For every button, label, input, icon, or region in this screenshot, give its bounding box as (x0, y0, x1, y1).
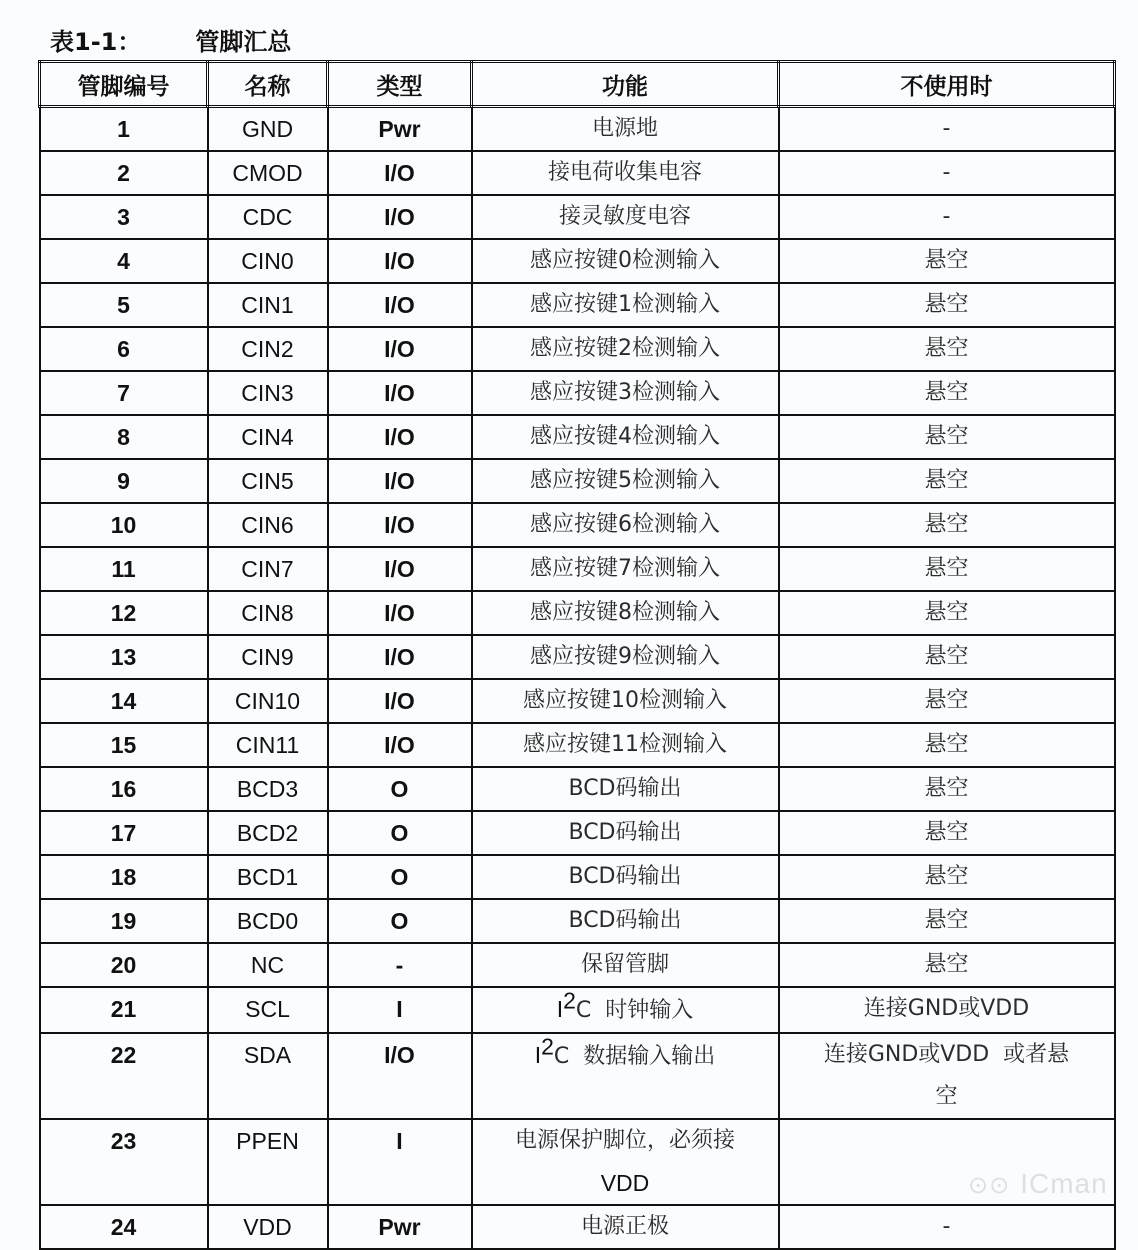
table-row (40, 899, 1115, 943)
pin-type-cell: I/O (328, 415, 472, 459)
pin-number-cell: 14 (40, 679, 208, 723)
function-superscript: 2 (541, 1033, 554, 1060)
pin-type-cell: O (328, 855, 472, 899)
pin-type-cell: I/O (328, 239, 472, 283)
pin-number-cell: 10 (40, 503, 208, 547)
function-text: 感应按键7检测输入 (530, 556, 720, 581)
unused-cell (779, 987, 1115, 1033)
watermark-text: ICman (1020, 1168, 1108, 1199)
pin-name-cell: CIN4 (208, 415, 328, 459)
table-row (40, 1119, 1115, 1205)
pin-name-cell: SDA (208, 1033, 328, 1119)
table-row (40, 767, 1115, 811)
pin-name-cell: VDD (208, 1205, 328, 1249)
pin-number-cell: 18 (40, 855, 208, 899)
pin-type-cell: I/O (328, 1033, 472, 1119)
function-suffix: C 时钟输入 (575, 998, 694, 1023)
function-text: 电源正极 (580, 1214, 669, 1239)
function-cell (472, 1033, 779, 1119)
unused-cell (779, 327, 1115, 371)
unused-cell (779, 943, 1115, 987)
unused-cell (779, 1205, 1115, 1249)
function-prefix: I (556, 996, 564, 1022)
pin-number-cell: 13 (40, 635, 208, 679)
unused-text: 悬空 (924, 336, 969, 361)
function-text: 感应按键11检测输入 (523, 732, 727, 757)
pin-type-cell: I/O (328, 503, 472, 547)
unused-cell (779, 591, 1115, 635)
table-row (40, 943, 1115, 987)
pin-type-cell: - (328, 943, 472, 987)
pin-type-cell: O (328, 811, 472, 855)
function-cell (472, 591, 779, 635)
pin-type-cell: I/O (328, 723, 472, 767)
header-pin-number: 管脚编号 (40, 62, 208, 107)
function-text: 感应按键10检测输入 (523, 688, 727, 713)
unused-text: 连接GND或VDD (863, 996, 1030, 1021)
function-text: BCD码输出 (568, 820, 682, 845)
table-row (40, 1205, 1115, 1249)
caption-title: 管脚汇总 (195, 28, 292, 56)
pin-number-cell: 19 (40, 899, 208, 943)
unused-text: 悬空 (924, 600, 969, 625)
pin-name-cell: CIN5 (208, 459, 328, 503)
header-type: 类型 (328, 62, 472, 107)
function-text: 感应按键5检测输入 (530, 468, 720, 493)
function-cell (472, 899, 779, 943)
unused-cell (779, 1033, 1115, 1119)
pin-number-cell: 22 (40, 1033, 208, 1119)
pin-number-cell: 9 (40, 459, 208, 503)
unused-cell (779, 371, 1115, 415)
function-cell (472, 239, 779, 283)
pin-name-cell: CIN2 (208, 327, 328, 371)
table-row (40, 679, 1115, 723)
unused-text: 悬空 (924, 512, 969, 537)
table-row (40, 371, 1115, 415)
unused-text: 悬空 (924, 952, 969, 977)
unused-text: 悬空 (924, 292, 969, 317)
function-cell (472, 371, 779, 415)
table-row (40, 107, 1115, 152)
unused-line-1: 连接GND或VDD 或者悬 (823, 1042, 1070, 1067)
pin-type-cell: I/O (328, 459, 472, 503)
pin-number-cell: 16 (40, 767, 208, 811)
pin-type-cell: O (328, 899, 472, 943)
function-text: BCD码输出 (568, 864, 682, 889)
unused-cell (779, 635, 1115, 679)
function-text: 感应按键8检测输入 (530, 600, 720, 625)
function-text: 感应按键4检测输入 (530, 424, 720, 449)
pin-number-cell: 3 (40, 195, 208, 239)
pin-type-cell: I/O (328, 371, 472, 415)
function-text: 保留管脚 (580, 952, 669, 977)
unused-cell (779, 767, 1115, 811)
function-cell (472, 987, 779, 1033)
pin-name-cell: CIN1 (208, 283, 328, 327)
pin-summary-table (38, 60, 1116, 1250)
function-cell (472, 855, 779, 899)
table-row (40, 635, 1115, 679)
unused-cell (779, 415, 1115, 459)
pin-name-cell: CIN6 (208, 503, 328, 547)
function-text: 感应按键9检测输入 (530, 644, 720, 669)
pin-name-cell: CIN8 (208, 591, 328, 635)
table-row (40, 855, 1115, 899)
pin-number-cell: 8 (40, 415, 208, 459)
unused-text: 悬空 (924, 864, 969, 889)
function-cell (472, 459, 779, 503)
function-text: 感应按键3检测输入 (530, 380, 720, 405)
function-cell (472, 767, 779, 811)
unused-text: 悬空 (924, 732, 969, 757)
function-cell (472, 151, 779, 195)
table-row (40, 151, 1115, 195)
pin-name-cell: CIN11 (208, 723, 328, 767)
unused-text: - (942, 204, 951, 229)
function-cell (472, 723, 779, 767)
pin-type-cell: I (328, 1119, 472, 1205)
table-row (40, 591, 1115, 635)
pin-name-cell: BCD2 (208, 811, 328, 855)
pin-name-cell: SCL (208, 987, 328, 1033)
function-line-1: 电源保护脚位，必须接 (514, 1128, 735, 1153)
unused-text: 悬空 (924, 908, 969, 933)
pin-type-cell: I/O (328, 679, 472, 723)
function-text: 感应按键2检测输入 (530, 336, 720, 361)
function-cell (472, 107, 779, 152)
pin-type-cell: I/O (328, 151, 472, 195)
function-text: 感应按键6检测输入 (530, 512, 720, 537)
pin-type-cell: Pwr (328, 107, 472, 152)
unused-cell (779, 811, 1115, 855)
unused-cell (779, 459, 1115, 503)
function-cell (472, 415, 779, 459)
pin-name-cell: CDC (208, 195, 328, 239)
unused-text: 悬空 (924, 820, 969, 845)
function-line-2: VDD (600, 1170, 650, 1196)
function-cell (472, 327, 779, 371)
pin-type-cell: O (328, 767, 472, 811)
pin-type-cell: I/O (328, 547, 472, 591)
unused-text: 悬空 (924, 644, 969, 669)
function-cell (472, 635, 779, 679)
pin-number-cell: 7 (40, 371, 208, 415)
pin-number-cell: 23 (40, 1119, 208, 1205)
table-row (40, 1033, 1115, 1119)
pin-number-cell: 15 (40, 723, 208, 767)
pin-name-cell: NC (208, 943, 328, 987)
function-superscript: 2 (563, 987, 576, 1014)
pin-name-cell: CIN3 (208, 371, 328, 415)
pin-number-cell: 11 (40, 547, 208, 591)
pin-number-cell: 6 (40, 327, 208, 371)
function-cell (472, 547, 779, 591)
function-cell (472, 283, 779, 327)
watermark (968, 1168, 1108, 1200)
pin-name-cell: CIN0 (208, 239, 328, 283)
pin-number-cell: 20 (40, 943, 208, 987)
pin-type-cell: I/O (328, 195, 472, 239)
pin-name-cell: CIN10 (208, 679, 328, 723)
wechat-icon: ⊙⊙ (968, 1172, 1011, 1199)
function-cell (472, 811, 779, 855)
unused-text: - (942, 1214, 951, 1239)
function-text: 接灵敏度电容 (558, 204, 691, 229)
table-row (40, 239, 1115, 283)
unused-text: 悬空 (924, 424, 969, 449)
unused-text: 悬空 (924, 556, 969, 581)
header-function: 功能 (472, 62, 779, 107)
pin-name-cell: CIN9 (208, 635, 328, 679)
unused-cell (779, 547, 1115, 591)
table-row (40, 503, 1115, 547)
pin-number-cell: 1 (40, 107, 208, 152)
unused-cell (779, 679, 1115, 723)
pin-number-cell: 21 (40, 987, 208, 1033)
caption-label: 表1-1： (50, 28, 142, 56)
unused-cell (779, 855, 1115, 899)
unused-cell (779, 239, 1115, 283)
unused-cell (779, 195, 1115, 239)
pin-name-cell: PPEN (208, 1119, 328, 1205)
table-row (40, 415, 1115, 459)
function-suffix: C 数据输入输出 (553, 1044, 716, 1069)
pin-type-cell: I/O (328, 591, 472, 635)
unused-text: 悬空 (924, 688, 969, 713)
unused-line-2: 空 (935, 1084, 958, 1109)
function-text: 感应按键1检测输入 (530, 292, 720, 317)
header-unused: 不使用时 (779, 62, 1115, 107)
pin-type-cell: I/O (328, 283, 472, 327)
pin-name-cell: BCD3 (208, 767, 328, 811)
unused-text: 悬空 (924, 776, 969, 801)
table-row (40, 459, 1115, 503)
pin-number-cell: 17 (40, 811, 208, 855)
function-prefix: I (534, 1042, 542, 1068)
table-row (40, 811, 1115, 855)
pin-number-cell: 4 (40, 239, 208, 283)
pin-name-cell: CMOD (208, 151, 328, 195)
pin-type-cell: I/O (328, 327, 472, 371)
unused-text: - (942, 116, 951, 141)
unused-cell (779, 503, 1115, 547)
pin-type-cell: Pwr (328, 1205, 472, 1249)
pin-type-cell: I/O (328, 635, 472, 679)
unused-text: 悬空 (924, 380, 969, 405)
table-caption (50, 22, 291, 57)
pin-number-cell: 5 (40, 283, 208, 327)
pin-type-cell: I (328, 987, 472, 1033)
table-row (40, 547, 1115, 591)
table-row (40, 283, 1115, 327)
pin-name-cell: CIN7 (208, 547, 328, 591)
function-cell (472, 1205, 779, 1249)
unused-cell (779, 107, 1115, 152)
pin-number-cell: 12 (40, 591, 208, 635)
function-text: 电源地 (591, 116, 658, 141)
pin-number-cell: 24 (40, 1205, 208, 1249)
table-row (40, 723, 1115, 767)
function-text: BCD码输出 (568, 776, 682, 801)
unused-cell (779, 899, 1115, 943)
function-text: 接电荷收集电容 (547, 160, 702, 185)
function-cell (472, 943, 779, 987)
table-row (40, 987, 1115, 1033)
unused-text: 悬空 (924, 468, 969, 493)
pin-name-cell: GND (208, 107, 328, 152)
pin-name-cell: BCD0 (208, 899, 328, 943)
table-row (40, 195, 1115, 239)
table-row (40, 327, 1115, 371)
function-cell (472, 1119, 779, 1205)
unused-cell (779, 283, 1115, 327)
pin-name-cell: BCD1 (208, 855, 328, 899)
function-cell (472, 195, 779, 239)
unused-cell (779, 723, 1115, 767)
header-row (40, 62, 1115, 107)
function-cell (472, 679, 779, 723)
unused-text: 悬空 (924, 248, 969, 273)
function-text: BCD码输出 (568, 908, 682, 933)
header-name: 名称 (208, 62, 328, 107)
unused-cell (779, 151, 1115, 195)
unused-text: - (942, 160, 951, 185)
function-text: 感应按键0检测输入 (530, 248, 720, 273)
function-cell (472, 503, 779, 547)
pin-number-cell: 2 (40, 151, 208, 195)
